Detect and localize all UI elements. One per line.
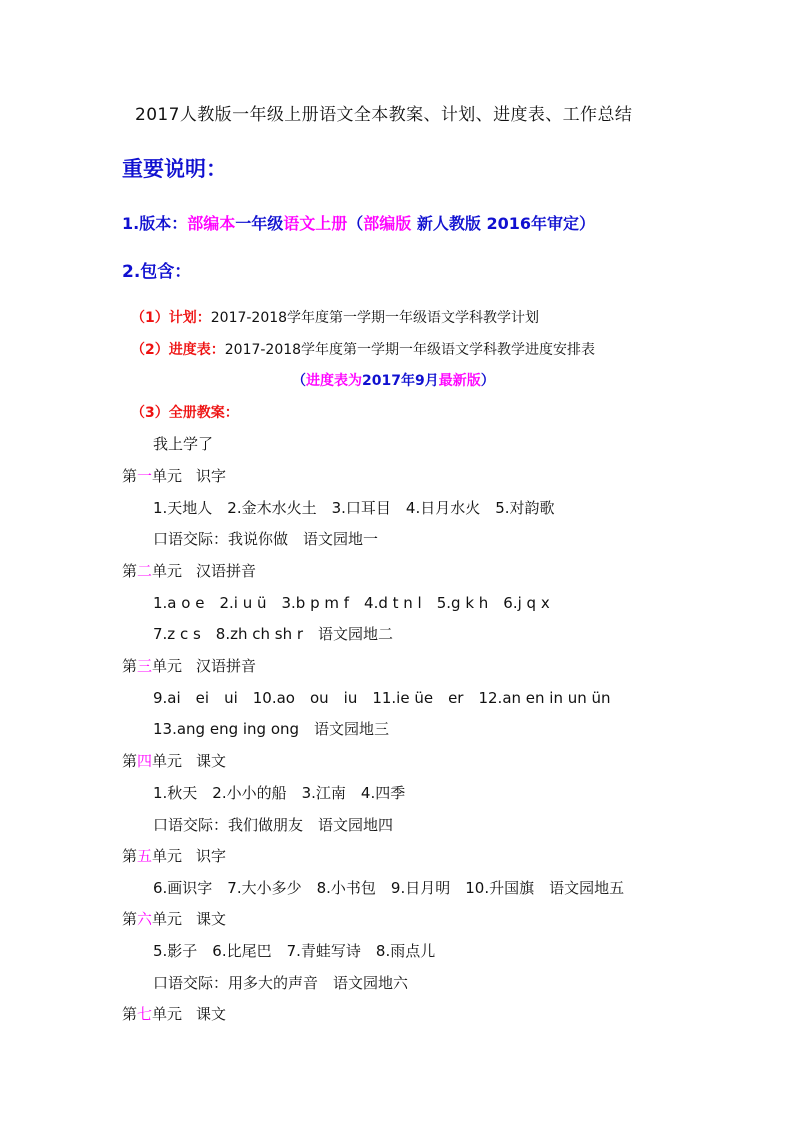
important-notice-heading: 重要说明： xyxy=(122,157,227,181)
unit-heading xyxy=(122,754,226,769)
unit-prefix: 第 xyxy=(122,1005,138,1023)
unit-suffix: 单元 xyxy=(152,847,183,865)
unit-type: 课文 xyxy=(196,910,227,928)
lesson-line: 5.影子 6.比尾巴 7.青蛙写诗 8.雨点儿 xyxy=(153,942,436,960)
lesson-line: 1.a o e 2.i u ü 3.b p m f 4.d t n l 5.g k h 6.j q x xyxy=(153,594,550,612)
unit-prefix: 第 xyxy=(122,467,138,485)
unit-type: 识字 xyxy=(196,467,227,485)
version-paren-open: （ xyxy=(347,214,364,233)
intro-lesson: 我上学了 xyxy=(153,435,214,453)
unit-heading xyxy=(122,849,226,864)
unit-prefix: 第 xyxy=(122,562,138,580)
lesson-line: 1.秋天 2.小小的船 3.江南 4.四季 xyxy=(153,784,406,802)
list-item-lesson-plans xyxy=(131,406,239,420)
item-label: （1）计划： xyxy=(131,310,211,326)
item-text: 2017-2018学年度第一学期一年级语文学科教学进度安排表 xyxy=(224,342,596,358)
version-edition: 部编本 xyxy=(187,214,236,233)
item-text: 2017-2018学年度第一学期一年级语文学科教学计划 xyxy=(210,310,540,326)
unit-type: 汉语拼音 xyxy=(196,562,257,580)
unit-number: 四 xyxy=(137,752,153,770)
note-paren-close: ） xyxy=(480,373,495,389)
unit-number: 一 xyxy=(137,467,153,485)
document-title: 2017人教版一年级上册语文全本教案、计划、进度表、工作总结 xyxy=(135,105,633,125)
lesson-line: 7.z c s 8.zh ch sh r 语文园地二 xyxy=(153,625,394,643)
lesson-line: 口语交际：用多大的声音 语文园地六 xyxy=(153,974,409,992)
list-item-schedule xyxy=(131,343,595,357)
unit-heading xyxy=(122,469,226,484)
unit-number: 三 xyxy=(137,657,153,675)
unit-number: 六 xyxy=(137,910,153,928)
contains-heading: 2.包含： xyxy=(122,262,192,282)
lesson-line: 6.画识字 7.大小多少 8.小书包 9.日月明 10.升国旗 语文园地五 xyxy=(153,879,625,897)
version-book: 语文上册 xyxy=(283,214,348,233)
note-text-c: 最新版 xyxy=(438,373,481,389)
unit-prefix: 第 xyxy=(122,847,138,865)
lesson-line: 口语交际：我说你做 语文园地一 xyxy=(153,530,379,548)
item-label: （2）进度表： xyxy=(131,342,225,358)
note-date: 2017年9月 xyxy=(362,373,439,389)
unit-number: 七 xyxy=(137,1005,153,1023)
unit-heading xyxy=(122,659,256,674)
lesson-line: 13.ang eng ing ong 语文园地三 xyxy=(153,720,390,738)
list-item-plan xyxy=(131,311,539,325)
lesson-line: 9.ai ei ui 10.ao ou iu 11.ie üe er 12.an en in un ün xyxy=(153,689,611,707)
version-grade: 一年级 xyxy=(235,214,284,233)
lesson-line: 1.天地人 2.金木水火土 3.口耳目 4.日月水火 5.对韵歌 xyxy=(153,499,555,517)
unit-type: 识字 xyxy=(196,847,227,865)
unit-type: 课文 xyxy=(196,752,227,770)
unit-heading xyxy=(122,1007,226,1022)
unit-suffix: 单元 xyxy=(152,562,183,580)
unit-suffix: 单元 xyxy=(152,910,183,928)
unit-prefix: 第 xyxy=(122,752,138,770)
unit-heading xyxy=(122,912,226,927)
item-label: （3）全册教案： xyxy=(131,405,239,421)
unit-suffix: 单元 xyxy=(152,1005,183,1023)
schedule-version-note xyxy=(292,374,495,388)
version-prefix: 1.版本： xyxy=(122,214,188,233)
note-text-a: 进度表为 xyxy=(306,373,362,389)
version-edition-tag: 部编版 xyxy=(363,214,412,233)
unit-number: 二 xyxy=(137,562,153,580)
unit-heading xyxy=(122,564,256,579)
unit-type: 汉语拼音 xyxy=(196,657,257,675)
version-line xyxy=(122,216,595,232)
unit-suffix: 单元 xyxy=(152,467,183,485)
version-approval: 新人教版 2016年审定） xyxy=(411,214,595,233)
unit-suffix: 单元 xyxy=(152,657,183,675)
unit-prefix: 第 xyxy=(122,657,138,675)
unit-prefix: 第 xyxy=(122,910,138,928)
note-paren-open: （ xyxy=(292,373,306,389)
unit-type: 课文 xyxy=(196,1005,227,1023)
unit-suffix: 单元 xyxy=(152,752,183,770)
lesson-line: 口语交际：我们做朋友 语文园地四 xyxy=(153,816,394,834)
unit-number: 五 xyxy=(137,847,153,865)
